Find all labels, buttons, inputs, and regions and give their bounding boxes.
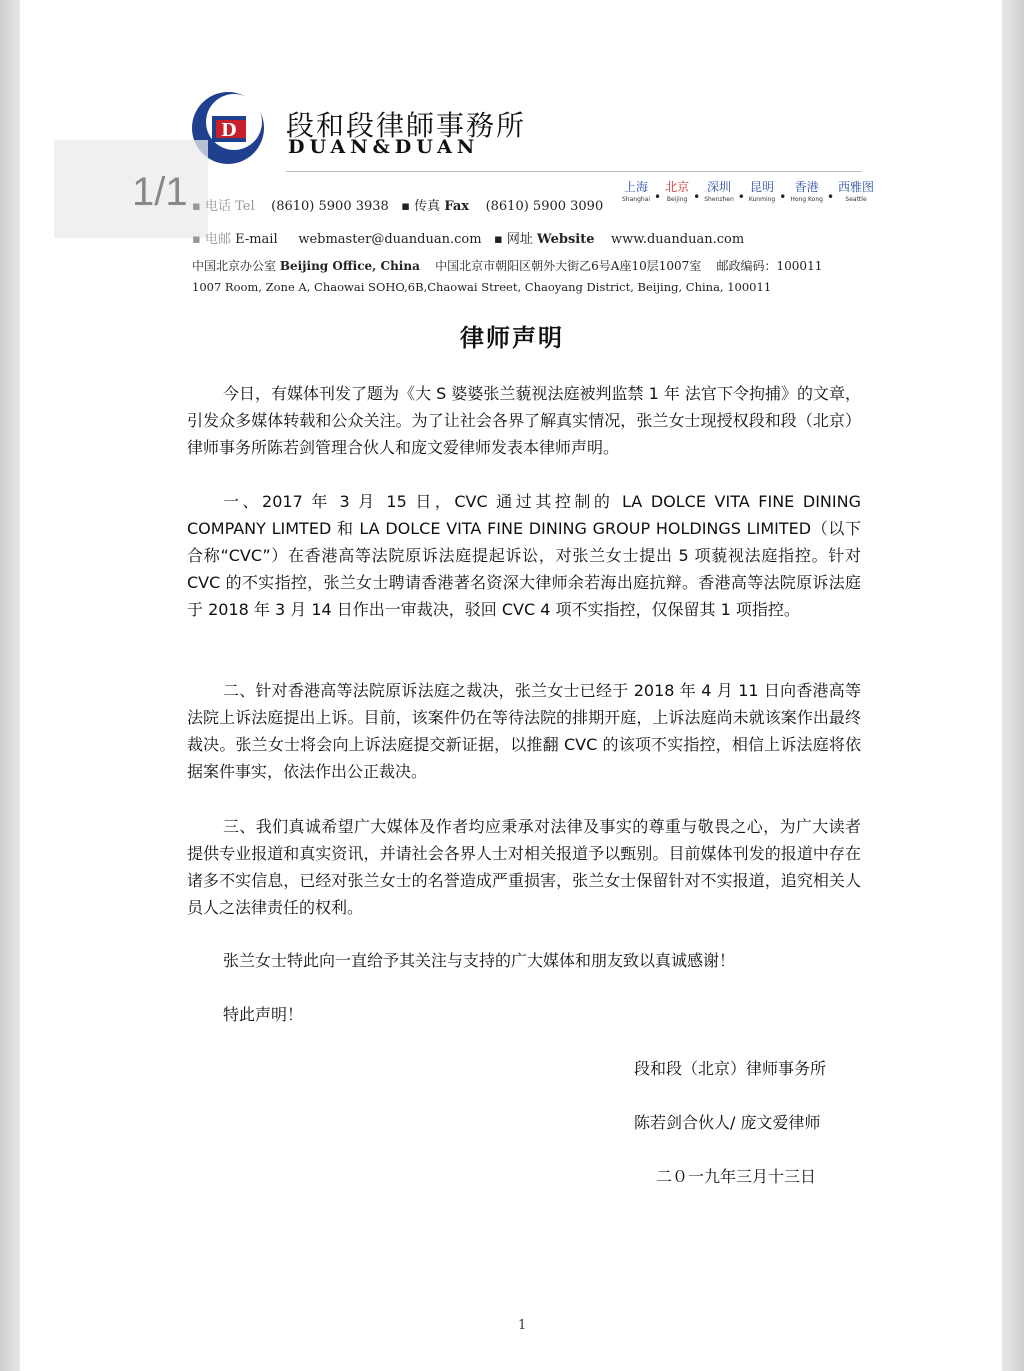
city-seattle: 西雅图 Seattle <box>838 180 875 203</box>
city-shanghai: 上海 Shanghai <box>622 180 651 203</box>
city-list: 上海 Shanghai •北京 Beijing •深圳 Shenzhen •昆明 Kunming •香港 Hong Kong •西雅图 Seattle <box>622 180 875 204</box>
tel-label-cn: 电话 <box>204 199 231 214</box>
fax-label-en: Fax <box>444 199 470 214</box>
tel-row: ▪ 电话 Tel (8610) 5900 3938 ▪ 传真 Fax (8610) 5900 3090 <box>192 199 604 214</box>
email-label-cn: 电邮 <box>204 232 231 247</box>
paragraph-three: 三、我们真诚希望广大媒体及作者均应秉承对法律及事实的尊重与敬畏之心，为广大读者提供专业报道和真实资讯，并请社会各界人士对相关报道予以甄别。目前媒体刊发的报道中存在诸多不实信息，已经对张兰女士的名誉造成严重损害，张兰女士保留针对不实报道，追究相关人员人之法律责任的权利。 <box>187 817 861 917</box>
email-label-en: E-mail <box>235 232 278 247</box>
signature-lawyers: 陈若剑合伙人/ 庞文爱律师 <box>634 1113 821 1132</box>
web-value: www.duanduan.com <box>611 232 745 247</box>
city-kunming: 昆明 Kunming <box>748 180 776 203</box>
city-hongkong: 香港 Hong Kong <box>790 180 823 203</box>
paragraph-thanks: 张兰女士特此向一直给予其关注与支持的广大媒体和朋友致以真诚感谢！ <box>223 951 736 970</box>
paragraph-closing: 特此声明！ <box>223 1005 304 1024</box>
fax-label-cn: 传真 <box>414 199 441 214</box>
header-divider <box>286 171 862 172</box>
office-label-en: Beijing Office, China <box>279 259 420 273</box>
email-row: ▪ 电邮 E-mail webmaster@duanduan.com ▪ 网址 Website www.duanduan.com <box>192 232 745 247</box>
tel-label-en: Tel <box>235 199 255 214</box>
web-label-en: Website <box>537 232 595 247</box>
page-edge-left <box>0 0 20 1371</box>
office-row <box>192 257 822 274</box>
signature-firm: 段和段（北京）律师事务所 <box>634 1059 827 1078</box>
firm-name-en: DUAN&DUAN <box>288 136 480 158</box>
email-value: webmaster@duanduan.com <box>298 232 482 247</box>
page-edge-right <box>1002 0 1024 1371</box>
paragraph-two: 二、针对香港高等法院原诉法庭之裁决，张兰女士已经于 2018 年 4 月 11 日向香港高等法院上诉法庭提出上诉。目前，该案件仍在等待法院的排期开庭，上诉法庭尚未就该案作出最终裁决。张兰女士将会向上诉法庭提交新证据，以推翻 CVC 的该项不实指控，相信上诉法庭将依据案件事实，依法作出公正裁决。 <box>187 681 861 781</box>
firm-name-cn: 段和段律師事務所 <box>286 109 527 142</box>
city-shenzhen: 深圳 Shenzhen <box>704 180 734 203</box>
fax-value: (8610) 5900 3090 <box>485 199 604 214</box>
office-label-cn: 中国北京办公室 <box>192 259 277 273</box>
tel-value: (8610) 5900 3938 <box>271 199 389 214</box>
office-address-cn: 中国北京市朝阳区朝外大街乙6号A座10层1007室 <box>435 259 702 273</box>
logo-letter: D <box>221 120 237 141</box>
document-title: 律师声明 <box>460 324 564 352</box>
web-label-cn: 网址 <box>506 232 533 247</box>
paragraph-intro: 今日，有媒体刊发了题为《大 S 婆婆张兰藐视法庭被判监禁 1 年 法官下令拘捕》的文章，引发众多媒体转载和公众关注。为了让社会各界了解真实情况，张兰女士现授权段和段（北京）律师事务所陈若剑管理合伙人和庞文爱律师发表本律师声明。 <box>187 384 861 457</box>
city-beijing: 北京 Beijing <box>665 180 690 203</box>
postcode: 邮政编码：100011 <box>716 259 823 273</box>
paragraph-one: 一、2017 年 3 月 15 日，CVC 通过其控制的 LA DOLCE VITA FINE DINING COMPANY LIMTED 和 LA DOLCE VITA FINE DINING GROUP HOLDINGS LIMITED（以下合称“CVC”）在香港高等法院原诉法庭提起诉讼，对张兰女士提出 5 项藐视法庭指控。针对 CVC 的不实指控，张兰女士聘请香港著名资深大律师余若海出庭抗辩。香港高等法院原诉法庭于 2018 年 3 月 14 日作出一审裁决，驳回 CVC 4 项不实指控，仅保留其 1 项指控。 <box>187 492 861 619</box>
office-address-en: 1007 Room, Zone A, Chaowai SOHO,6B,Chaowai Street, Chaoyang District, Beijing, China, 100011 <box>192 280 772 294</box>
signature-date: 二０一九年三月十三日 <box>656 1167 817 1186</box>
page-indicator: 1/1 <box>132 170 188 214</box>
page-number: 1 <box>518 1318 527 1333</box>
